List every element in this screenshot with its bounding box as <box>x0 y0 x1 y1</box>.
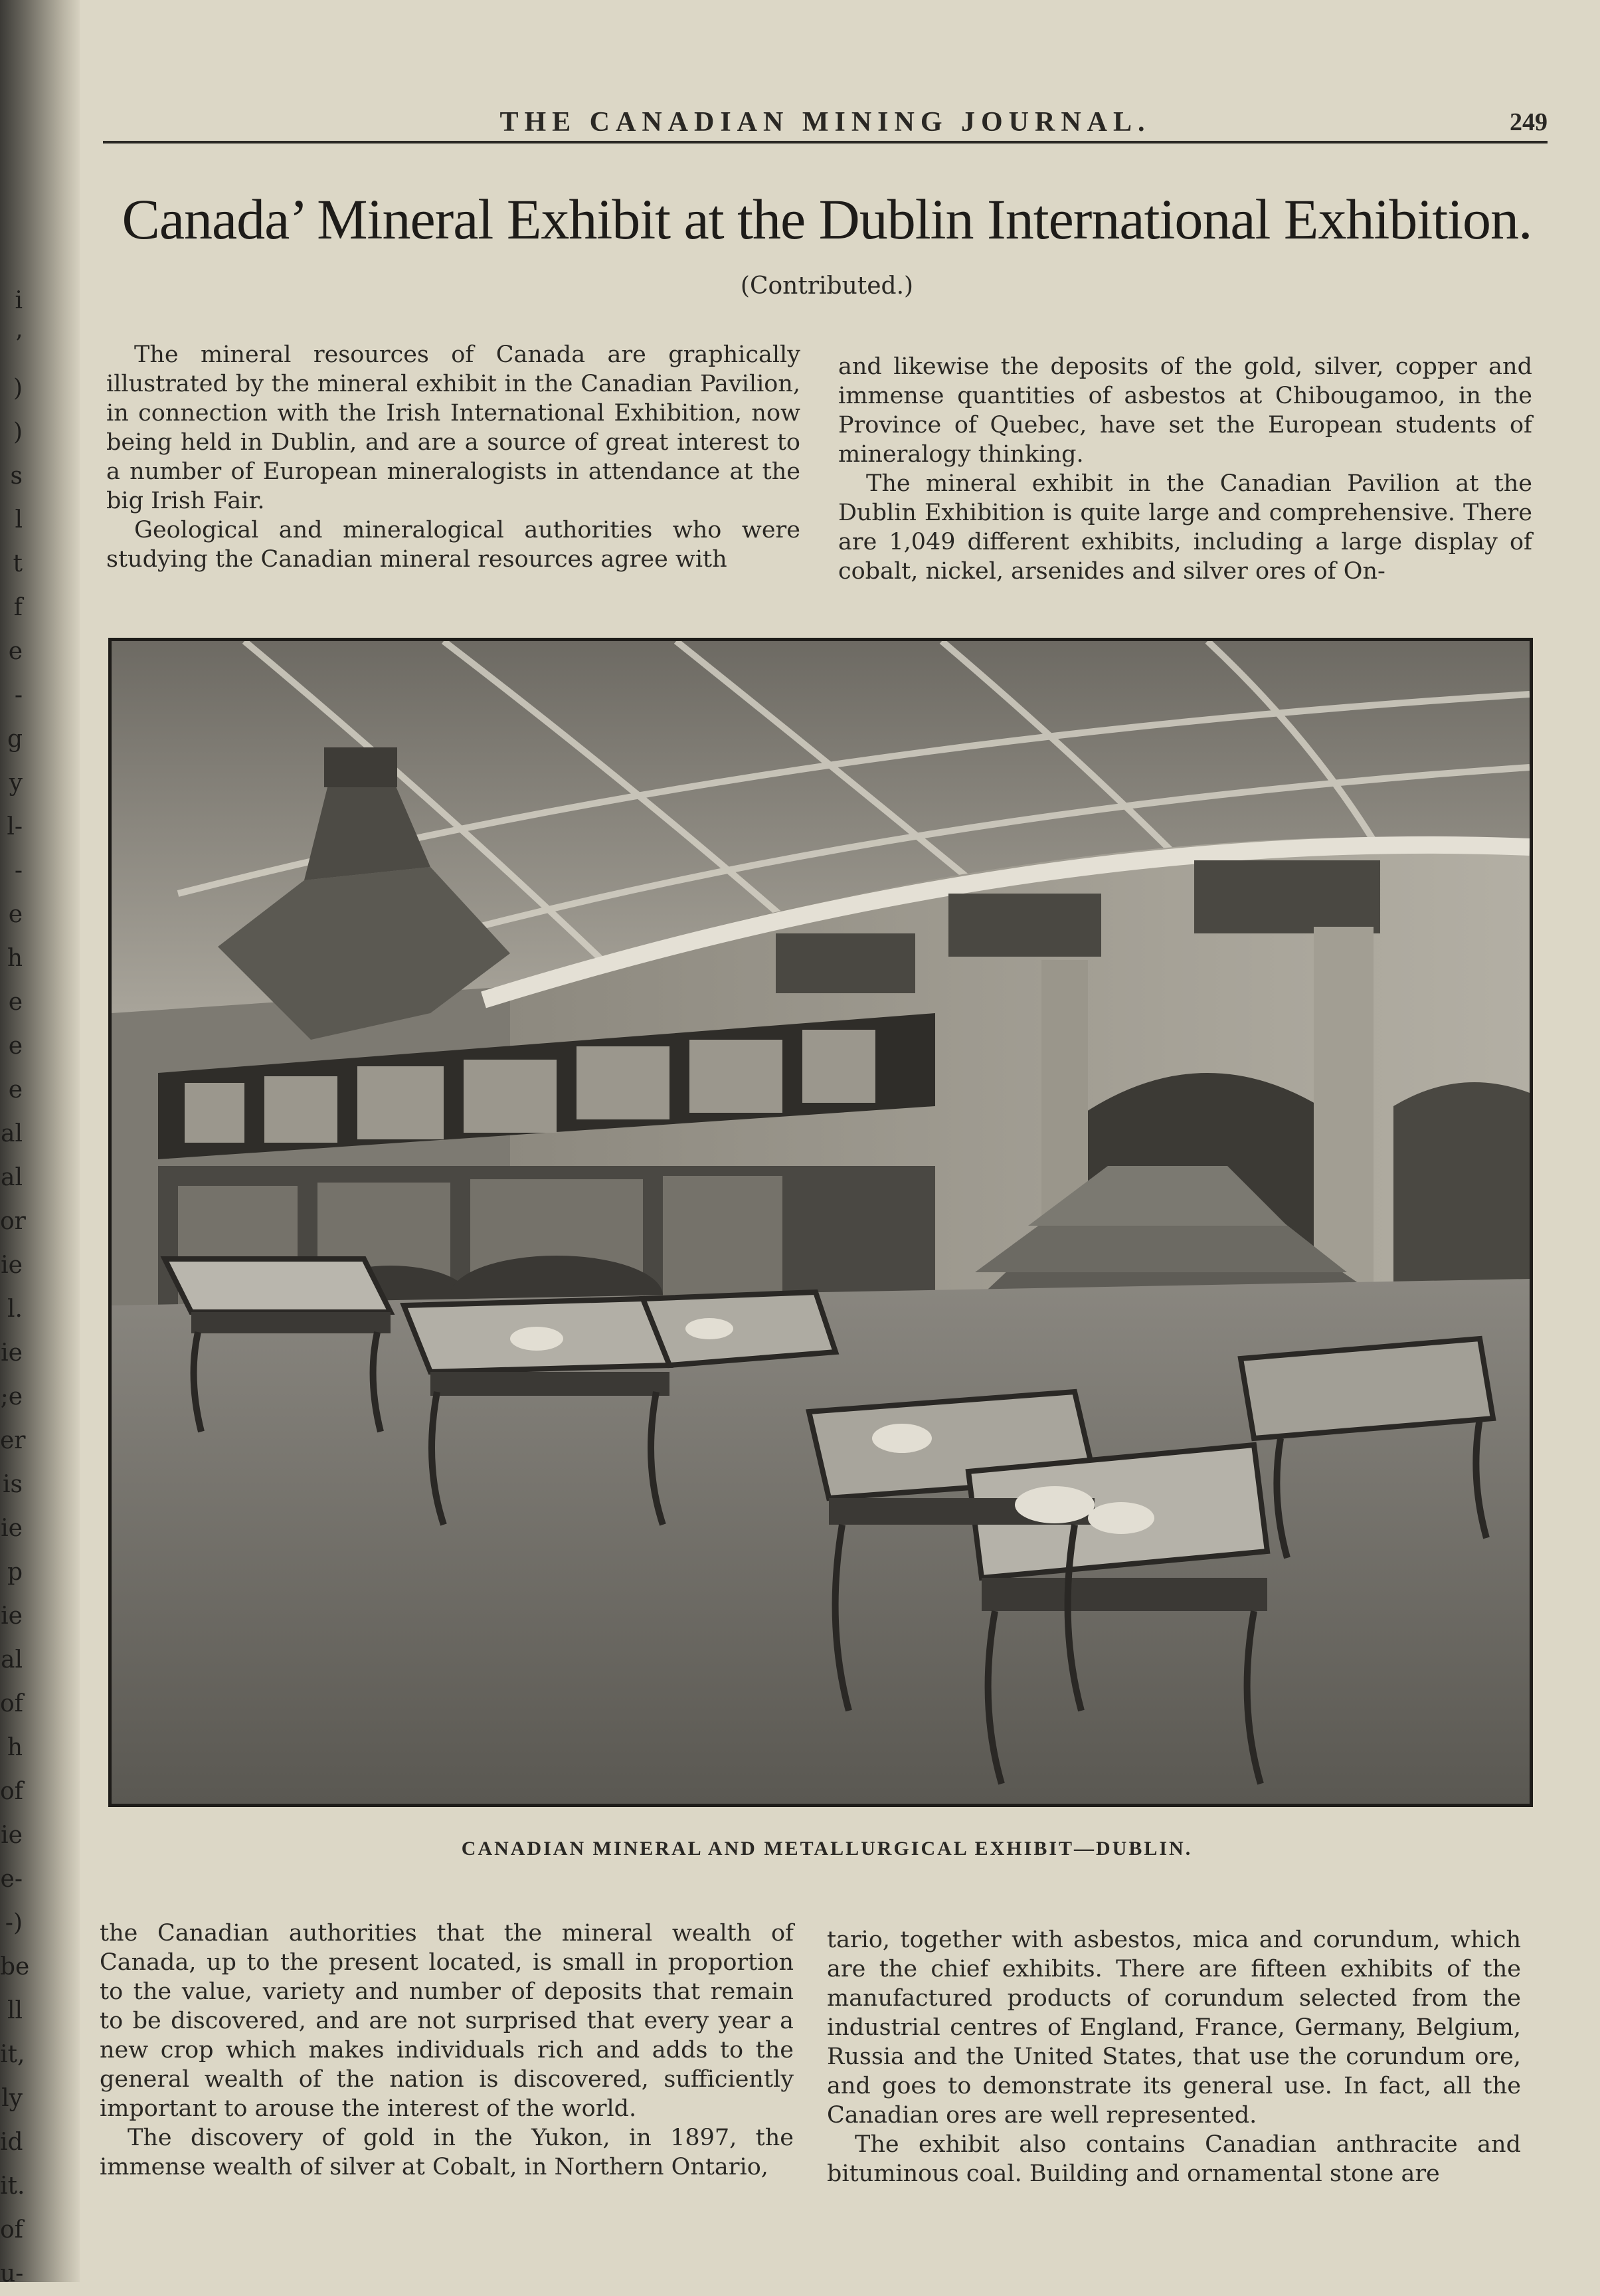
paragraph: The mineral exhibit in the Canadian Pavilion at the Dublin Exhibition is quite large and comprehensive. There are 1,049 different exhibits, including a large display of cobalt, nickel, arsenides and silver ores of On- <box>838 470 1532 585</box>
running-head <box>103 98 1548 145</box>
photo-caption: CANADIAN MINERAL AND METALLURGICAL EXHIBIT—DUBLIN. <box>461 1838 1193 1860</box>
gutter-text-fragments: i ’ ) ) s l t f e - g y l- - e h e e e al al or ie l. ie ;e er is ie p ie al of h of ie e- -) be ll it, ly id it. of u- <box>0 287 30 2287</box>
paragraph: and likewise the deposits of the gold, silver, copper and immense quantities of asbestos at Chibougamoo, in the Province of Quebec, have set the European students of mineralogy thinking. <box>838 353 1532 468</box>
top-right-column <box>838 352 1532 586</box>
byline: (Contributed.) <box>740 272 914 300</box>
page-number: 249 <box>1510 108 1548 136</box>
header-rule <box>103 141 1548 144</box>
bottom-right-column <box>827 1925 1521 2188</box>
bottom-left-column <box>100 1919 794 2182</box>
paragraph: The mineral resources of Canada are graphically illustrated by the mineral exhibit in the Canadian Pavilion, in connection with the Irish International Exhibition, now being held in Dublin, and are a source of great interest to a number of European mineralogists in attendance at the big Irish Fair. <box>106 341 800 514</box>
top-left-column <box>106 340 800 574</box>
page-gutter <box>0 0 80 2287</box>
paragraph: The exhibit also contains Canadian anthracite and bituminous coal. Building and ornamental stone are <box>827 2131 1521 2187</box>
journal-title: THE CANADIAN MINING JOURNAL. <box>499 107 1151 138</box>
paragraph: the Canadian authorities that the mineral wealth of Canada, up to the present located, is small in proportion to the value, variety and number of deposits that remain to be discovered, and are not surprised that every year a new crop which makes individuals rich and adds to the general wealth of the nation is discovered, sufficiently important to arouse the interest of the world. <box>100 1920 794 2122</box>
exhibit-photograph <box>108 638 1533 1807</box>
paragraph: Geological and mineralogical authorities who were studying the Canadian mineral resources agree with <box>106 517 800 573</box>
article-title: Canada’ Mineral Exhibit at the Dublin International Exhibition. <box>122 187 1532 251</box>
paragraph: tario, together with asbestos, mica and corundum, which are the chief exhibits. There are fifteen exhibits of the manufactured products of corundum selected from the industrial centres of England, France, Germany, Belgium, Russia and the United States, that use the corundum ore, and goes to demonstrate its general use. In fact, all the Canadian ores are well represented. <box>827 1927 1521 2129</box>
paragraph: The discovery of gold in the Yukon, in 1897, the immense wealth of silver at Cobalt, in Northern Ontario, <box>100 2125 794 2180</box>
exhibit-hall-illustration <box>112 641 1530 1804</box>
